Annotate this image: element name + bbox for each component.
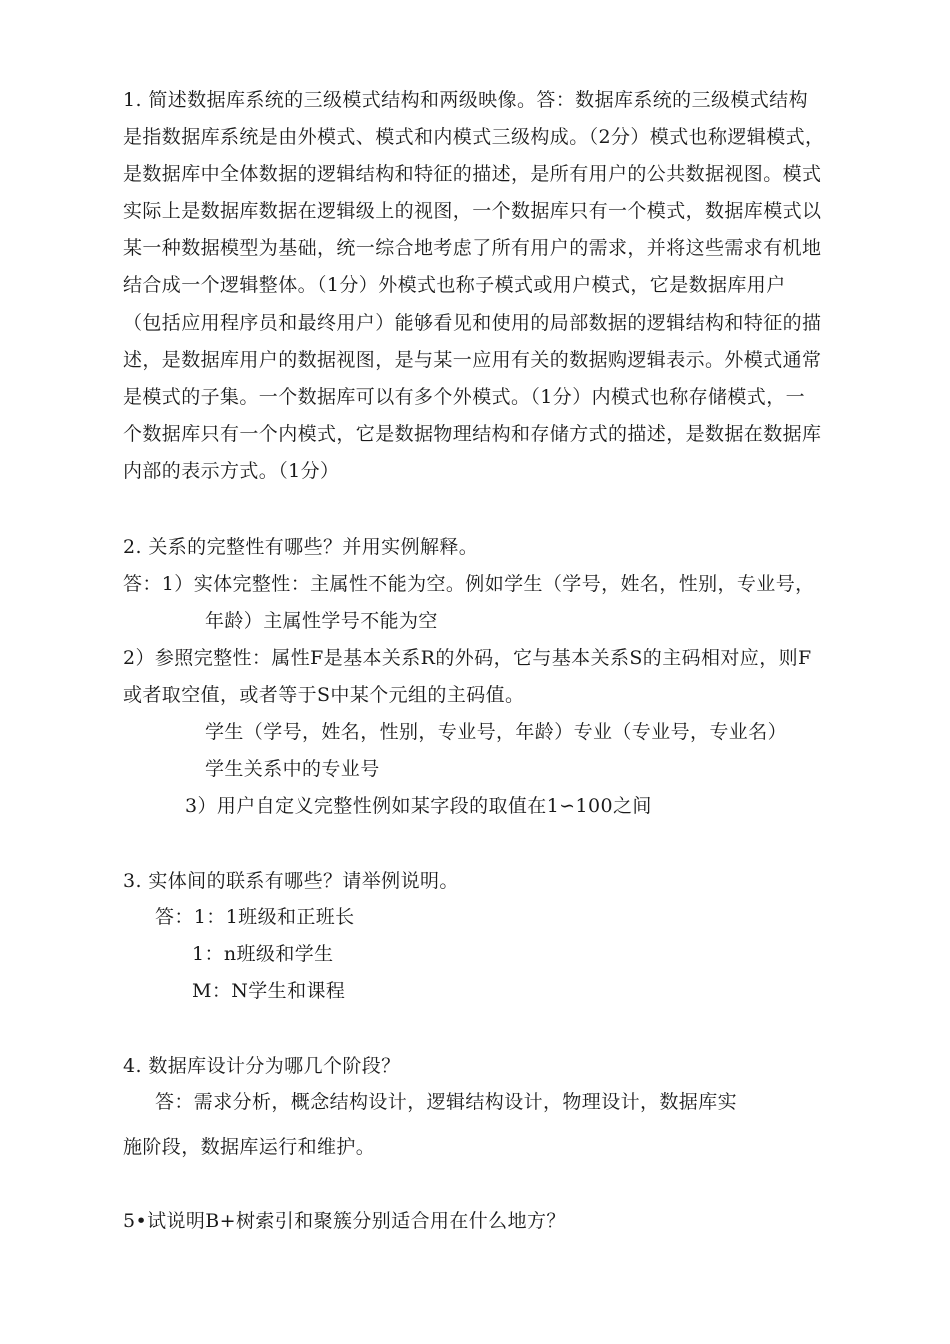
q1-line: 结合成一个逻辑整体。（1分）外模式也称子模式或用户模式，它是数据库用户 — [123, 274, 786, 296]
q1-line: 是数据库中全体数据的逻辑结构和特征的描述，是所有用户的公共数据视图。模式 — [123, 163, 822, 185]
q2-question: 2. 关系的完整性有哪些？并用实例解释。 — [123, 536, 479, 558]
q2-answer-referential-integrity-cont: 或者取空值，或者等于S中某个元组的主码值。 — [123, 684, 525, 706]
q1-line: 述，是数据库用户的数据视图，是与某一应用有关的数据购逻辑表示。外模式通常 — [123, 349, 822, 371]
q1-line: 是指数据库系统是由外模式、模式和内模式三级构成。（2分）模式也称逻辑模式， — [123, 126, 825, 148]
q1-line: 1. 简述数据库系统的三级模式结构和两级映像。答：数据库系统的三级模式结构 — [123, 89, 808, 111]
q5-question: 5•试说明B+树索引和聚簇分别适合用在什么地方？ — [123, 1210, 566, 1232]
q2-answer-referential-integrity: 2）参照完整性：属性F是基本关系R的外码，它与基本关系S的主码相对应，则F — [123, 647, 812, 669]
q2-example-relations: 学生（学号，姓名，性别，专业号，年龄）专业（专业号，专业名） — [205, 721, 788, 743]
q1-line: 个数据库只有一个内模式，它是数据物理结构和存储方式的描述，是数据在数据库 — [123, 423, 822, 445]
q1-line: （包括应用程序员和最终用户）能够看见和使用的局部数据的逻辑结构和特征的描 — [123, 312, 822, 334]
q2-example-foreign-key: 学生关系中的专业号 — [205, 758, 380, 780]
q4-answer-cont: 施阶段，数据库运行和维护。 — [123, 1136, 376, 1158]
q3-question: 3. 实体间的联系有哪些？请举例说明。 — [123, 870, 459, 892]
q4-question: 4. 数据库设计分为哪几个阶段？ — [123, 1055, 401, 1077]
q2-answer-user-defined-integrity: 3）用户自定义完整性例如某字段的取值在1∽100之间 — [185, 795, 652, 817]
q2-answer-entity-integrity: 答：1）实体完整性：主属性不能为空。例如学生（学号，姓名，性别，专业号， — [123, 573, 815, 595]
q1-line: 某一种数据模型为基础，统一综合地考虑了所有用户的需求，并将这些需求有机地 — [123, 237, 822, 259]
q1-line: 是模式的子集。一个数据库可以有多个外模式。（1分）内模式也称存储模式，一 — [123, 386, 805, 408]
q1-line: 内部的表示方式。（1分） — [123, 460, 340, 482]
q3-answer-one-to-many: 1：n班级和学生 — [192, 943, 334, 965]
q4-answer: 答：需求分析，概念结构设计，逻辑结构设计，物理设计，数据库实 — [155, 1091, 738, 1113]
q3-answer-one-to-one: 答：1：1班级和正班长 — [155, 906, 355, 928]
q1-line: 实际上是数据库数据在逻辑级上的视图，一个数据库只有一个模式，数据库模式以 — [123, 200, 822, 222]
q3-answer-many-to-many: M：N学生和课程 — [192, 980, 346, 1002]
q2-answer-entity-integrity-cont: 年龄）主属性学号不能为空 — [205, 610, 438, 632]
